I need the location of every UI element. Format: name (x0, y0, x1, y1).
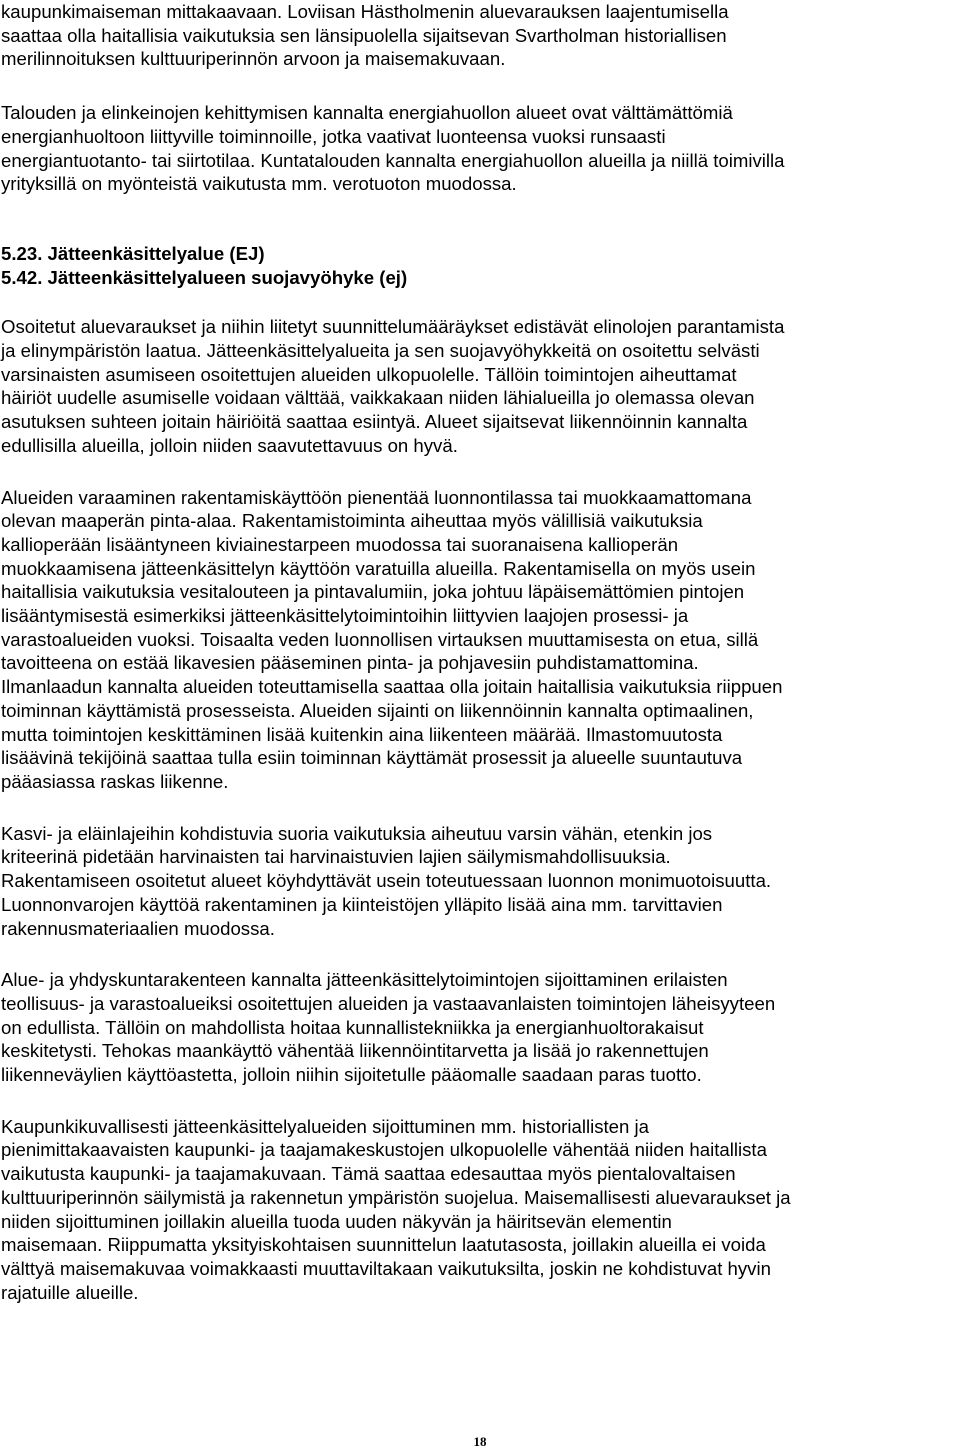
text-line: Talouden ja elinkeinojen kehittymisen kannalta energiahuollon alueet ovat välttämättömiä (1, 102, 733, 124)
text-line: rakennusmateriaalien muodossa. (1, 917, 275, 939)
page-number: 18 (473, 1434, 487, 1449)
text-line: Alueiden varaaminen rakentamiskäyttöön pienentää luonnontilassa tai muokkaamattomana (1, 486, 752, 508)
paragraph-biodiversity (1, 822, 953, 941)
section-heading-ej-zone: 5.42. Jätteenkäsittelyalueen suojavyöhyke (ej) (1, 266, 408, 288)
text-line: pienimittakaavaisten kaupunki- ja taajamakeskustojen ulkopuolelle vähentää niiden haitallista (1, 1139, 767, 1161)
text-line: Ilmanlaadun kannalta alueiden toteuttamisella saattaa olla joitain haitallisia vaikutuksia riippuen (1, 676, 783, 698)
text-line: häiriöt uudelle asumiselle voidaan välttää, vaikkakaan niiden lähialueilla jo olemassa olevan (1, 387, 755, 409)
text-line: pääasiassa raskas liikenne. (1, 770, 229, 792)
text-line: Luonnonvarojen käyttöä rakentaminen ja kiinteistöjen ylläpito lisää aina mm. tarvittavien (1, 893, 723, 915)
paragraph-community-structure (1, 968, 953, 1087)
text-line: rajatuille alueille. (1, 1281, 139, 1303)
text-line: Kasvi- ja eläinlajeihin kohdistuvia suoria vaikutuksia aiheutuu varsin vähän, etenkin jos (1, 822, 713, 844)
text-line: mutta toimintojen keskittäminen lisää kuitenkin aina liikenteen määrää. Ilmastomuutosta (1, 723, 723, 745)
paragraph-economy (1, 101, 953, 196)
text-line: lisäävinä tekijöinä saattaa tulla esiin toiminnan käyttämät prosessit ja alueelle suuntautuva (1, 747, 743, 769)
text-line: toiminnan käyttämistä prosesseista. Alueiden sijainti on liikennöinnin kannalta optimaalinen, (1, 699, 754, 721)
text-line: varastoalueiden vuoksi. Toisaalta veden luonnollisen virtauksen muuttamisesta on etua, sillä (1, 628, 759, 650)
paragraph-intro (1, 0, 953, 71)
text-line: teollisuus- ja varastoalueiksi osoitettujen alueiden ja vastaavanlaisten toimintojen läheisyyteen (1, 992, 776, 1014)
text-line: lisääntymisestä esimerkiksi jätteenkäsittelytoimintoihin liittyvien laajojen prosessi- ja (1, 605, 689, 627)
text-line: Osoitetut aluevaraukset ja niihin liitetyt suunnittelumääräykset edistävät elinolojen parantamista (1, 316, 785, 338)
text-line: energiantuotanto- tai siirtotilaa. Kuntatalouden kannalta energiahuollon alueilla ja niillä toimivilla (1, 149, 785, 171)
text-line: maisemaan. Riippumatta yksityiskohtaisen suunnittelun laatutasosta, joillakin alueilla ei voida (1, 1234, 766, 1256)
text-line: varsinaisten asumiseen osoitettujen alueiden ulkopuolelle. Tällöin toimintojen aiheuttamat (1, 363, 737, 385)
text-line: Alue- ja yhdyskuntarakenteen kannalta jätteenkäsittelytoimintojen sijoittaminen erilaisten (1, 969, 728, 991)
text-line: kulttuuriperinnön säilymistä ja rakennetun ympäristön suojelua. Maisemallisesti aluevaraukset ja (1, 1186, 791, 1208)
text-line: välttyä maisemakuvaa voimakkaasti muuttaviltakaan vaikutuksilta, joskin ne kohdistuvat hyvin (1, 1257, 771, 1279)
text-line: Rakentamiseen osoitetut alueet köyhdyttävät usein toteutuessaan luonnon monimuotoisuutta. (1, 870, 772, 892)
text-line: on edullista. Tällöin on mahdollista hoitaa kunnallistekniikka ja energianhuoltorakaisut (1, 1016, 704, 1038)
paragraph-land-use (1, 486, 953, 794)
paragraph-cityscape (1, 1115, 953, 1305)
text-line: edullisilla alueilla, jolloin niiden saavutettavuus on hyvä. (1, 434, 458, 456)
text-line: energianhuoltoon liittyville toiminnoille, jotka vaativat luonteensa vuoksi runsaasti (1, 125, 666, 147)
text-line: ja elinympäristön laatua. Jätteenkäsittelyalueita ja sen suojavyöhykkeitä on osoitettu selvästi (1, 340, 760, 362)
text-line: merilinnoituksen kulttuuriperinnön arvoon ja maisemakuvaan. (1, 48, 506, 70)
text-line: haitallisia vaikutuksia vesitalouteen ja pintavalumiin, joka johtuu läpäisemättömien pintojen (1, 581, 745, 603)
text-line: yrityksillä on myönteistä vaikutusta mm. verotuoton muodossa. (1, 173, 517, 195)
text-line: muokkaamisena jätteenkäsittelyn käyttöön varatuilla alueilla. Rakentamisella on myös usein (1, 557, 756, 579)
text-line: Kaupunkikuvallisesti jätteenkäsittelyalueiden sijoittuminen mm. historiallisten ja (1, 1115, 650, 1137)
text-line: vaikutusta kaupunki- ja taajamakuvaan. Tämä saattaa edesauttaa myös pientalovaltaisen (1, 1163, 736, 1185)
paragraph-living-conditions (1, 315, 953, 457)
text-line: tavoitteena on estää likavesien pääseminen pinta- ja pohjavesiin puhdistamattomina. (1, 652, 699, 674)
text-line: liikenneväylien käyttöastetta, jolloin niihin sijoitetulle pääomalle saadaan paras tuotto. (1, 1064, 702, 1086)
text-line: kallioperään lisääntyneen kiviainestarpeen muodossa tai suoranaisena kallioperän (1, 533, 679, 555)
text-line: niiden sijoittuminen joillakin alueilla tuoda uuden näkyvän ja häiritsevän elementin (1, 1210, 672, 1232)
section-heading-ej: 5.23. Jätteenkäsittelyalue (EJ) (1, 242, 265, 264)
text-line: kaupunkimaiseman mittakaavaan. Loviisan Hästholmenin aluevarauksen laajentumisella (1, 1, 729, 22)
text-line: olevan maaperän pinta-alaa. Rakentamistoiminta aiheuttaa myös välillisiä vaikutuksia (1, 510, 703, 532)
text-line: kriteerinä pidetään harvinaisten tai harvinaistuvien lajien säilymismahdollisuuksia. (1, 846, 671, 868)
text-line: saattaa olla haitallisia vaikutuksia sen länsipuolella sijaitsevan Svartholman historiallisen (1, 24, 727, 46)
text-line: asutuksen suhteen joitain häiriöitä saattaa esiintyä. Alueet sijaitsevat liikennöinnin kannalta (1, 411, 748, 433)
text-line: keskitetysti. Tehokas maankäyttö vähentää liikennöintitarvetta ja lisää jo rakennettujen (1, 1040, 709, 1062)
